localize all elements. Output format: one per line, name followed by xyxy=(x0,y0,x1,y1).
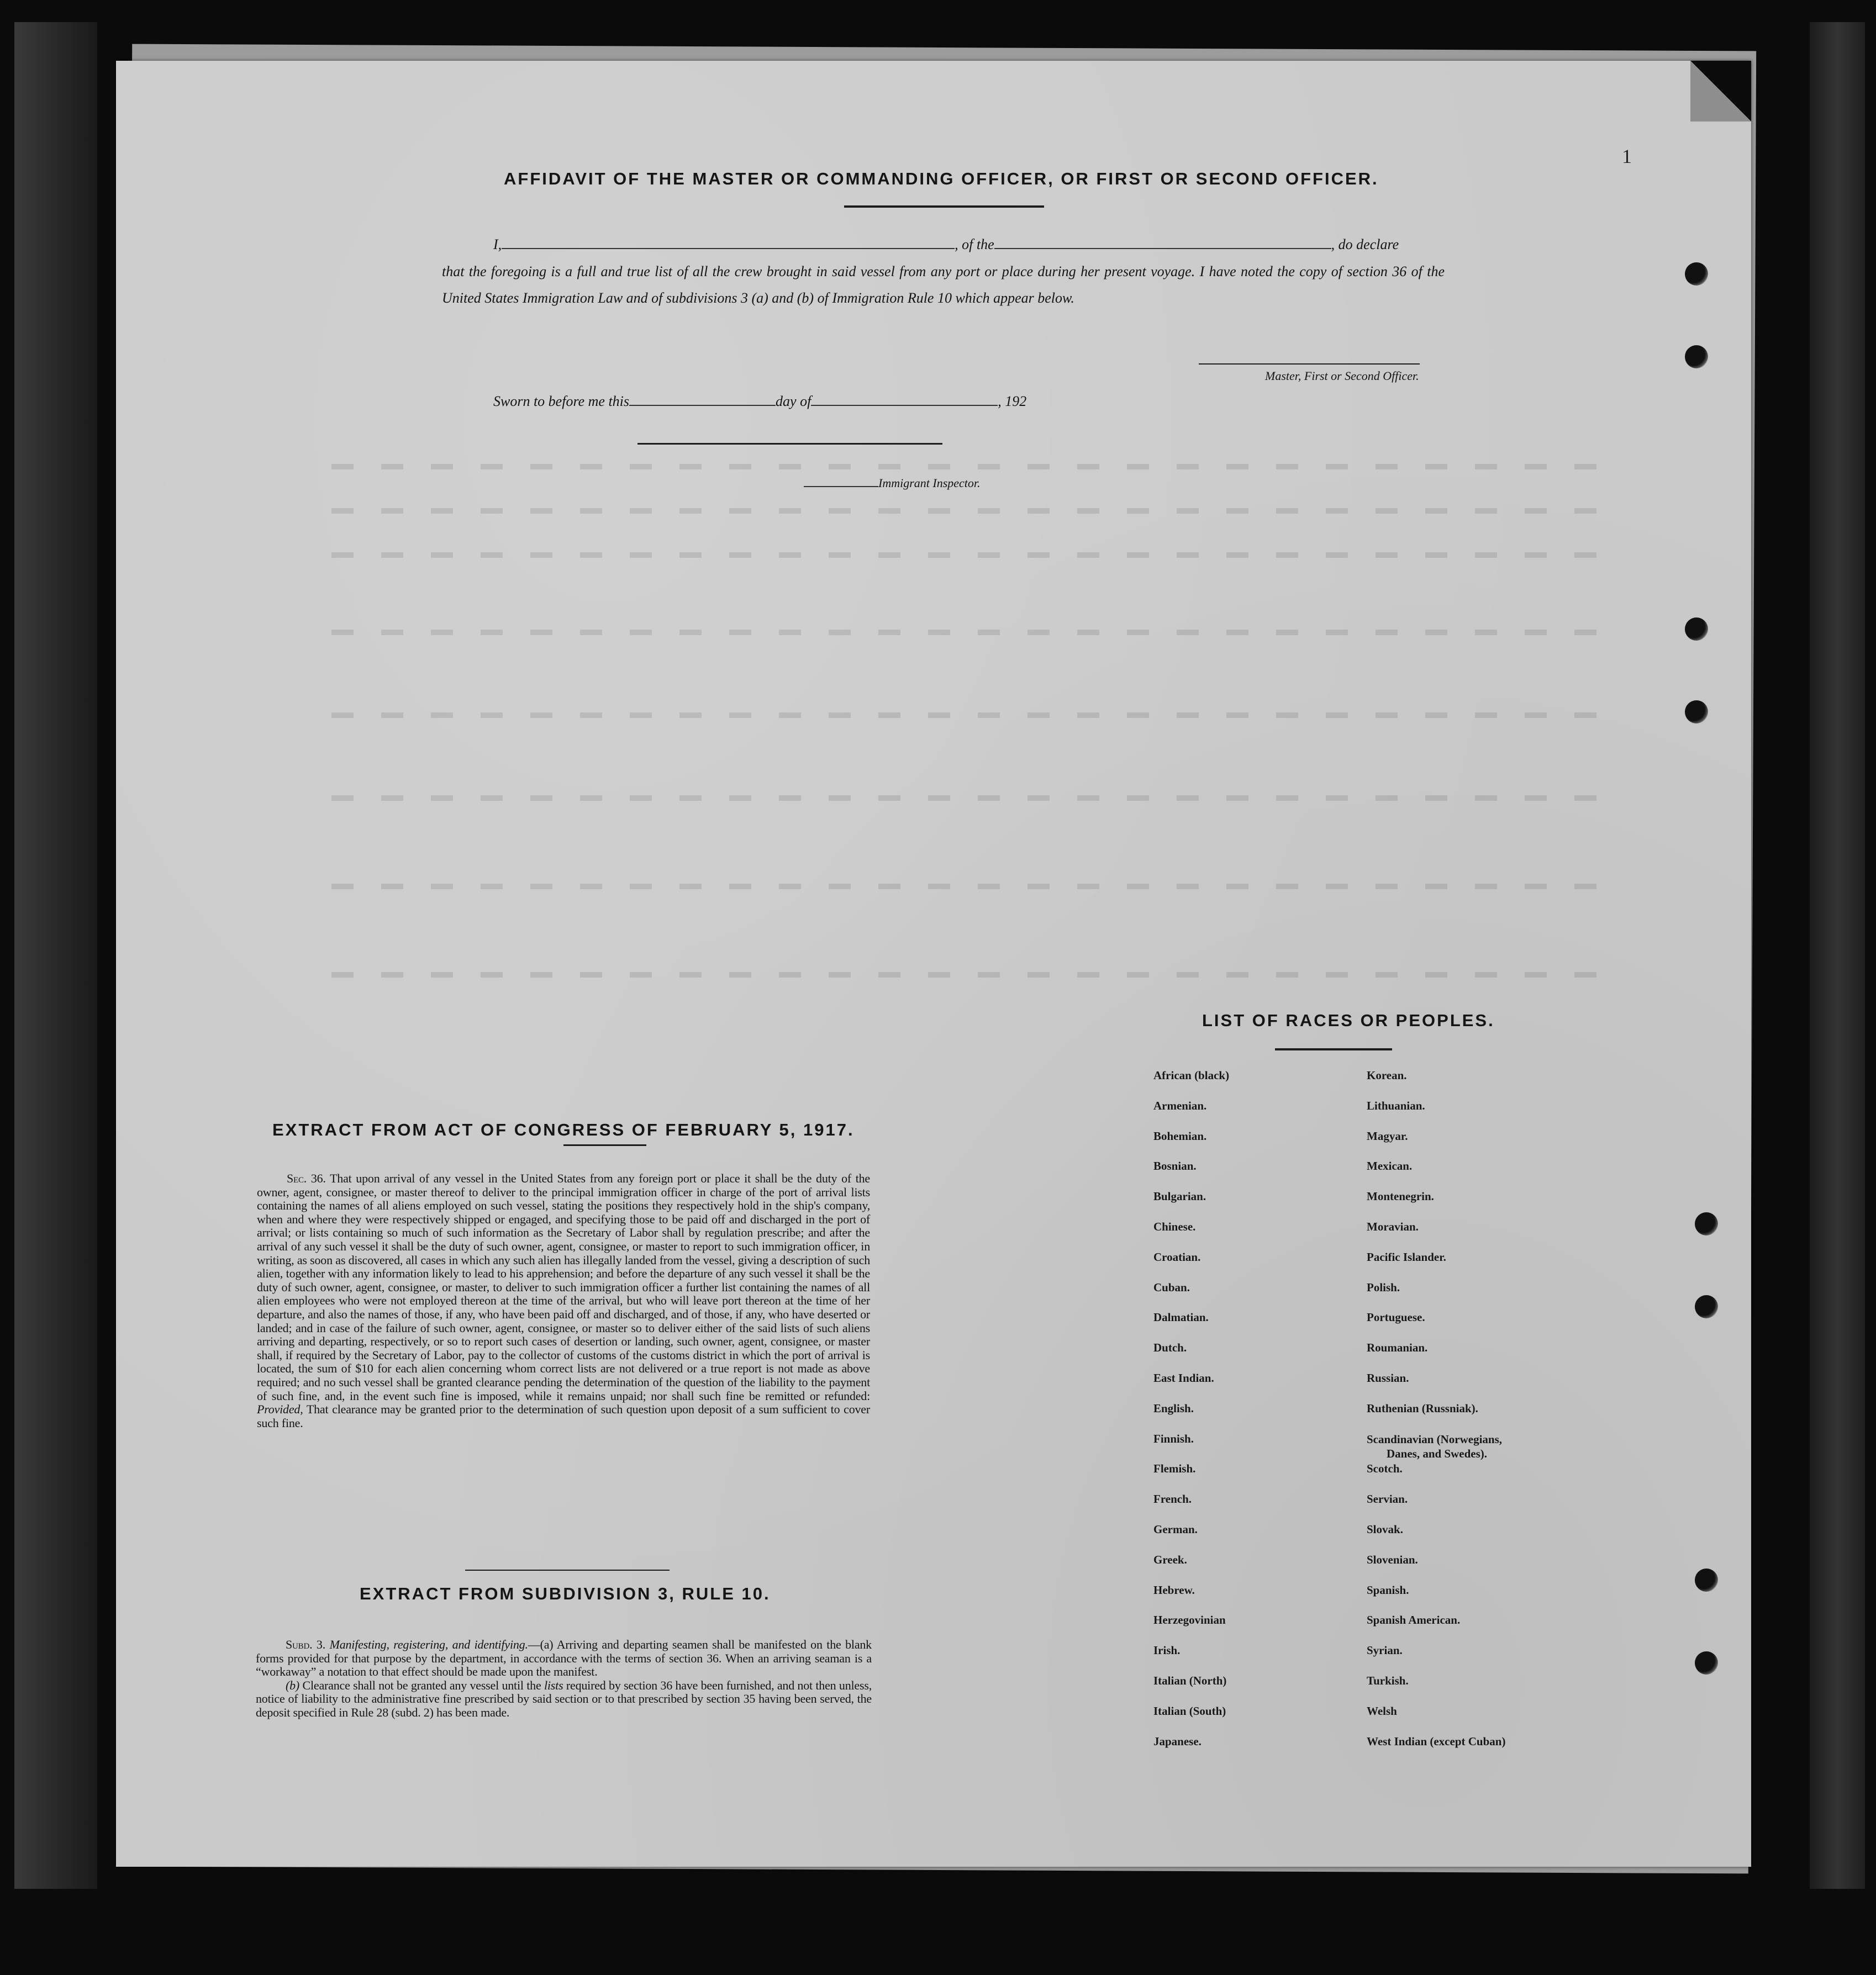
race-item-continuation: Danes, and Swedes). xyxy=(1387,1446,1488,1460)
act-title-underline xyxy=(563,1144,646,1146)
proviso-body: That clearance may be granted prior to the determination of such question upon deposit of a sum sufficient to cover such fine. xyxy=(257,1402,870,1430)
race-item: Dutch. xyxy=(1153,1341,1187,1355)
race-item: English. xyxy=(1153,1401,1194,1415)
race-item: Montenegrin. xyxy=(1367,1190,1434,1203)
race-item: Armenian. xyxy=(1153,1099,1207,1112)
subd-label: Subd. 3. xyxy=(286,1638,326,1651)
vessel-prefix: , of the xyxy=(955,236,994,252)
sworn-day-field[interactable] xyxy=(629,405,776,406)
race-item: Korean. xyxy=(1367,1069,1407,1082)
part-a-label: —(a) xyxy=(528,1638,554,1651)
race-item: Bosnian. xyxy=(1153,1159,1197,1173)
race-item: Magyar. xyxy=(1367,1129,1408,1143)
race-item: German. xyxy=(1153,1522,1198,1536)
adjacent-page-right xyxy=(1810,22,1865,1889)
punch-hole xyxy=(1685,262,1708,286)
race-item: Scotch. xyxy=(1367,1462,1403,1476)
bleed-through-row xyxy=(331,630,1602,635)
punch-hole xyxy=(1695,1212,1718,1235)
act-extract-title: EXTRACT FROM ACT OF CONGRESS OF FEBRUARY 5, 1917. xyxy=(272,1120,855,1139)
punch-hole xyxy=(1695,1651,1718,1675)
punch-hole xyxy=(1685,345,1708,368)
race-item: Roumanian. xyxy=(1367,1341,1428,1355)
punch-hole xyxy=(1685,617,1708,641)
title-underline xyxy=(844,205,1044,208)
part-b-body-2: required by section 36 have been furnished, and not then unless, notice of liability to the administrative fine prescribed by said section or to that prescribed by section 35 having been served, the deposit specified in Rule 28 (subd. 2) has been made. xyxy=(256,1678,872,1719)
bleed-through-row xyxy=(331,712,1602,718)
page-number: 1 xyxy=(1622,145,1632,167)
races-list-title: LIST OF RACES OR PEOPLES. xyxy=(1202,1011,1495,1030)
rule-subdivision-3-text xyxy=(256,1638,872,1720)
race-item: Hebrew. xyxy=(1153,1583,1195,1597)
race-item: Servian. xyxy=(1367,1492,1408,1506)
race-item: Ruthenian (Russniak). xyxy=(1367,1401,1478,1415)
section-36-body: That upon arrival of any vessel in the United States from any foreign port or place it shall be the duty of the owner, agent, consignee, or master thereof to deliver to the principal immigration officer in charge of the port of arrival lists containing the names of all aliens employed on such vessel, stating the positions they respectively hold in the ship's company, when and where they were respectively shipped or engaged, and specifying those to be paid off and discharged in the port of arrival; or lists containing so much of such information as the Secretary of Labor shall by regulation prescribe; and after the arrival of any such vessel it shall be the duty of such owner, agent, consignee, or master to report to such immigration officer, in writing, as soon as discovered, all cases in which any such alien has illegally landed from the vessel, giving a description of such alien, together with any information likely to lead to his apprehension; and before the departure of any such vessel it shall be the duty of such owner, agent, consignee, or master, to deliver to such immigration officer a further list containing the names of all alien employees who were not employed thereon at the time of the arrival, but who will leave port thereon at the time of her departure, and also the names of those, if any, who have been paid off and discharged, and of those, if any, who have deserted or landed; and in case of the failure of such owner, agent, consignee, or master so to deliver either of the said lists of such aliens arriving and departing, respectively, or so to report such cases of desertion or landing, such owner, agent, consignee, or master shall, if required by the Secretary of Labor, pay to the collector of customs of the customs district in which the port of arrival is located, the sum of $10 for each alien concerning whom correct lists are not delivered or a true report is not made as above required; and no such vessel shall be granted clearance pending the determination of the question of the liability to the payment of such fine, and, in the event such fine is imposed, while it remains unpaid; nor shall such fine be remitted or refunded: xyxy=(257,1171,870,1403)
race-item: Bulgarian. xyxy=(1153,1190,1206,1203)
proviso-label: Provided, xyxy=(257,1402,303,1417)
inspector-line xyxy=(804,476,981,490)
bleed-through-row xyxy=(331,884,1602,889)
rule-extract-title: EXTRACT FROM SUBDIVISION 3, RULE 10. xyxy=(360,1584,771,1603)
sworn-prefix: Sworn to before me this xyxy=(493,393,630,409)
races-list-left-column xyxy=(1153,1069,1229,1765)
bleed-through-row xyxy=(331,972,1602,978)
race-item: Spanish American. xyxy=(1367,1613,1461,1627)
race-item: Welsh xyxy=(1367,1704,1397,1718)
race-item: West Indian (except Cuban) xyxy=(1367,1734,1506,1748)
race-item: Moravian. xyxy=(1367,1219,1419,1233)
races-title-underline xyxy=(1275,1048,1392,1050)
act-section-36-text xyxy=(257,1172,870,1430)
race-item: Croatian. xyxy=(1153,1250,1201,1264)
signature-caption: Master, First or Second Officer. xyxy=(1265,369,1419,383)
race-item: Japanese. xyxy=(1153,1734,1202,1748)
bleed-through-row xyxy=(331,552,1602,558)
race-item: Scandinavian (Norwegians, xyxy=(1367,1432,1503,1446)
race-item: Polish. xyxy=(1367,1280,1400,1294)
race-item: Lithuanian. xyxy=(1367,1099,1425,1112)
race-item: African (black) xyxy=(1153,1069,1230,1082)
race-item: Spanish. xyxy=(1367,1583,1409,1597)
bleed-through-row xyxy=(331,508,1602,514)
declarant-name-field[interactable] xyxy=(502,248,955,249)
declaration-suffix: , do declare xyxy=(1331,236,1399,252)
race-item: Dalmatian. xyxy=(1153,1311,1209,1324)
inspector-name-field[interactable] xyxy=(804,486,878,487)
sworn-year-prefix: , 192 xyxy=(998,393,1027,409)
act-end-rule xyxy=(465,1570,670,1571)
punch-hole xyxy=(1685,700,1708,724)
race-item: Herzegovinian xyxy=(1153,1613,1226,1627)
folded-corner xyxy=(1690,61,1751,122)
part-b-body-1: Clearance shall not be granted any vessel until the xyxy=(302,1678,541,1692)
bleed-through-row xyxy=(331,795,1602,801)
race-item: East Indian. xyxy=(1153,1371,1214,1385)
affidavit-body xyxy=(442,258,1445,311)
race-item: Bohemian. xyxy=(1153,1129,1207,1143)
part-b-lists: lists xyxy=(544,1678,563,1692)
race-item: Pacific Islander. xyxy=(1367,1250,1446,1264)
part-a-body: Arriving and departing seamen shall be manifested on the blank forms provided for that purpose by the department, in accordance with the terms of section 36. When an arriving seaman is a “workaway” a notation to that effect should be made upon the manifest. xyxy=(256,1638,872,1679)
race-item: Flemish. xyxy=(1153,1462,1196,1476)
affidavit-statement: that the foregoing is a full and true list of all the crew brought in said vessel from any port or place during her present voyage. I have noted the copy of section 36 of the United States Immigration Law and of subdivisions 3 (a) and (b) of Immigration Rule 10 which appear below. xyxy=(442,263,1445,306)
signature-line[interactable] xyxy=(1199,363,1420,365)
punch-hole xyxy=(1695,1569,1718,1592)
declarant-prefix: I, xyxy=(493,236,502,252)
race-item: Turkish. xyxy=(1367,1673,1409,1687)
sworn-statement-line xyxy=(493,393,1026,410)
sworn-month-field[interactable] xyxy=(811,405,998,406)
inspector-signature-line[interactable] xyxy=(637,443,942,445)
adjacent-page-left xyxy=(14,22,97,1889)
punch-hole xyxy=(1695,1295,1718,1318)
race-item: Greek. xyxy=(1153,1552,1187,1566)
affidavit-declaration-line xyxy=(493,236,1399,253)
race-item: Russian. xyxy=(1367,1371,1409,1385)
race-item: Italian (North) xyxy=(1153,1673,1227,1687)
race-item: Slovak. xyxy=(1367,1522,1403,1536)
races-list-right-column xyxy=(1367,1069,1505,1765)
affidavit-title: AFFIDAVIT OF THE MASTER OR COMMANDING OFFICER, OR FIRST OR SECOND OFFICER. xyxy=(504,169,1379,188)
race-item: Mexican. xyxy=(1367,1159,1413,1173)
race-item: Cuban. xyxy=(1153,1280,1190,1294)
race-item: French. xyxy=(1153,1492,1192,1506)
race-item: Portuguese. xyxy=(1367,1311,1425,1324)
race-item: Slovenian. xyxy=(1367,1552,1418,1566)
inspector-caption: Immigrant Inspector. xyxy=(878,476,981,490)
race-item: Italian (South) xyxy=(1153,1704,1226,1718)
sworn-day-of: day of xyxy=(776,393,811,409)
race-item: Finnish. xyxy=(1153,1432,1194,1445)
subd-heading: Manifesting, registering, and identifying. xyxy=(329,1638,528,1651)
vessel-name-field[interactable] xyxy=(994,248,1331,249)
section-label: Sec. 36. xyxy=(287,1171,326,1185)
race-item: Irish. xyxy=(1153,1644,1181,1657)
part-b-label: (b) xyxy=(286,1678,300,1692)
race-item: Syrian. xyxy=(1367,1644,1403,1657)
bleed-through-row xyxy=(331,464,1602,469)
race-item: Chinese. xyxy=(1153,1219,1196,1233)
